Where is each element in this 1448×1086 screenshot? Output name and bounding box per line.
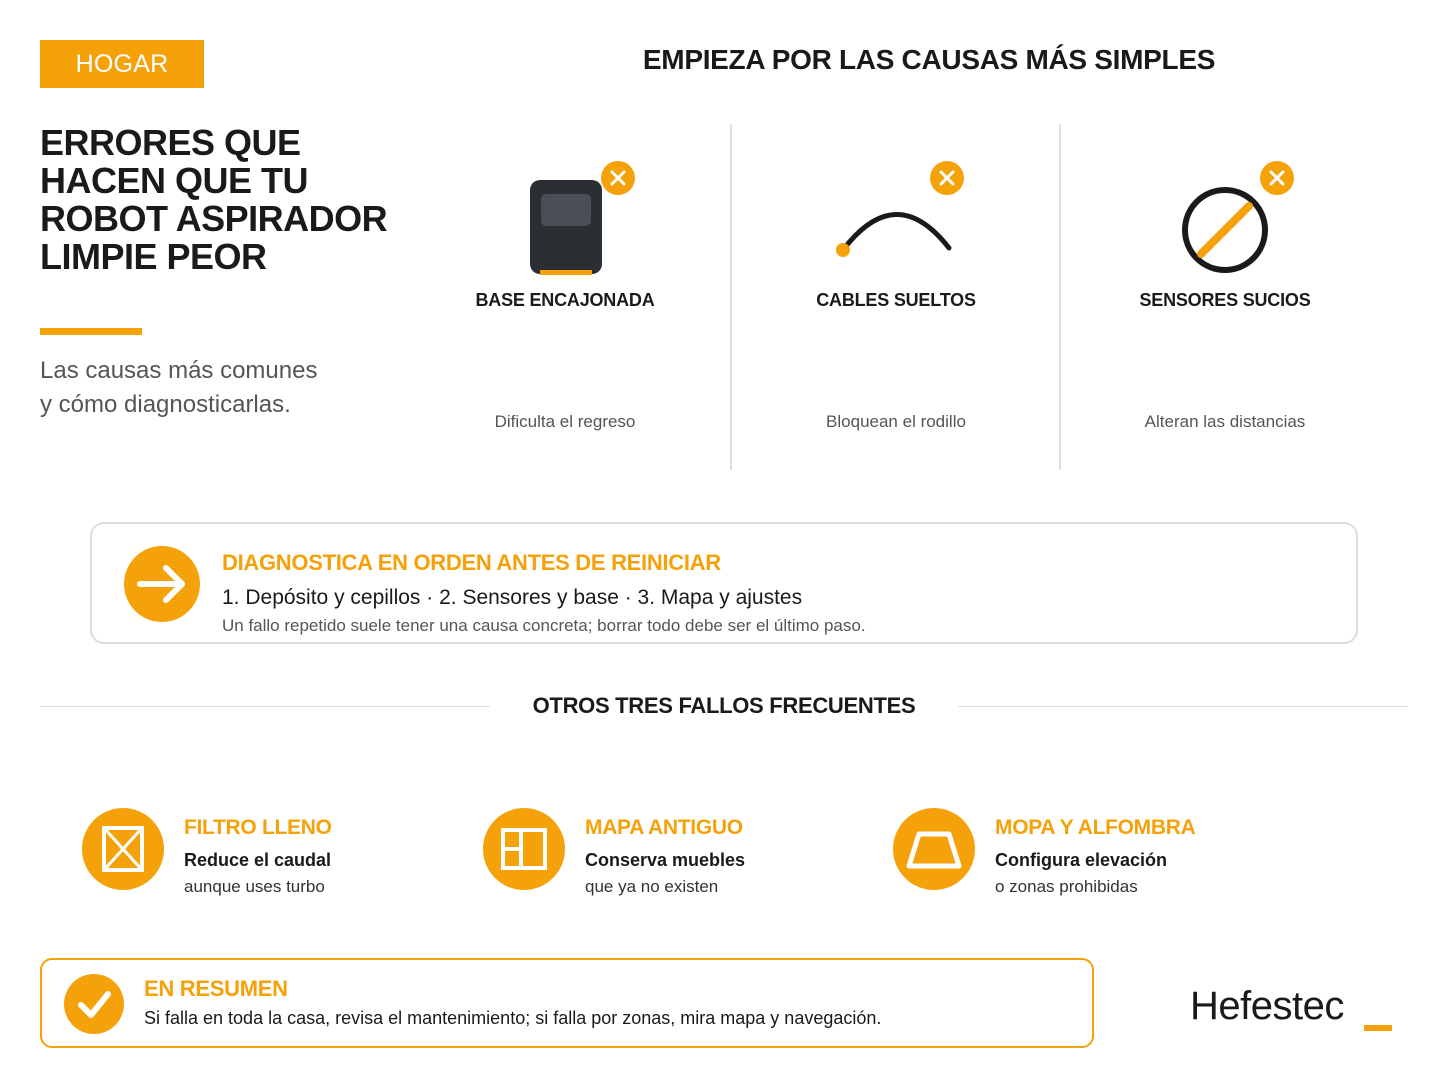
floor-plan-icon [483, 808, 565, 890]
diagnosis-steps: 1. Depósito y cepillos · 2. Sensores y base · 3. Mapa y ajustes [222, 586, 803, 609]
page-subtitle [40, 354, 360, 422]
fault-line: Configura elevación [995, 850, 1168, 870]
cause-description: Bloquean el rodillo [826, 412, 966, 431]
cause-description: Alteran las distancias [1144, 412, 1306, 431]
checkmark-icon [64, 974, 124, 1034]
causes-heading: EMPIEZA POR LAS CAUSAS MÁS SIMPLES [642, 44, 1216, 75]
summary-box [40, 958, 1094, 1048]
cause-card-base [400, 124, 730, 470]
loose-cable-icon [731, 160, 1061, 300]
fault-item-map [483, 806, 843, 898]
brand-accent-mark [1364, 1025, 1392, 1031]
page-title: ERRORES QUE HACEN QUE TU ROBOT ASPIRADOR LIMPIE PEOR [40, 122, 388, 277]
carpet-icon [893, 808, 975, 890]
fault-line: aunque uses turbo [184, 877, 325, 896]
fault-name: FILTRO LLENO [184, 816, 332, 839]
subtitle-line: Las causas más comunes [40, 357, 318, 384]
fault-item-carpet [893, 806, 1253, 898]
cause-name: SENSORES SUCIOS [1139, 290, 1311, 310]
boxed-base-icon [400, 160, 730, 300]
diagnosis-heading: DIAGNOSTICA EN ORDEN ANTES DE REINICIAR [222, 550, 721, 575]
fault-name: MAPA ANTIGUO [585, 816, 743, 839]
fault-line: o zonas prohibidas [995, 877, 1138, 896]
summary-heading: EN RESUMEN [144, 976, 288, 1001]
fault-line: Reduce el caudal [184, 850, 332, 870]
arrow-right-icon [124, 546, 200, 622]
others-heading: OTROS TRES FALLOS FRECUENTES [532, 693, 916, 718]
cause-card-cables [731, 124, 1061, 470]
summary-text: Si falla en toda la casa, revisa el mantenimiento; si falla por zonas, mira mapa y navegación. [144, 1008, 882, 1028]
fault-line: Conserva muebles [585, 850, 746, 870]
filter-icon [82, 808, 164, 890]
diagnosis-note: Un fallo repetido suele tener una causa concreta; borrar todo debe ser el último paso. [222, 616, 866, 635]
title-accent-rule [40, 328, 142, 335]
cause-name: CABLES SUELTOS [816, 290, 976, 310]
section-divider [958, 706, 1408, 707]
category-tag: HOGAR [40, 40, 204, 88]
cause-name: BASE ENCAJONADA [475, 290, 655, 310]
brand-logo: Hefestec [1190, 984, 1344, 1028]
dirty-sensor-icon [1060, 160, 1390, 300]
diagnosis-box [90, 522, 1358, 644]
subtitle-line: y cómo diagnosticarlas. [40, 391, 291, 418]
fault-item-filter [82, 806, 442, 898]
cause-description: Dificulta el regreso [494, 412, 636, 431]
fault-name: MOPA Y ALFOMBRA [995, 816, 1196, 839]
cause-card-sensors [1060, 124, 1390, 470]
fault-line: que ya no existen [585, 877, 719, 896]
